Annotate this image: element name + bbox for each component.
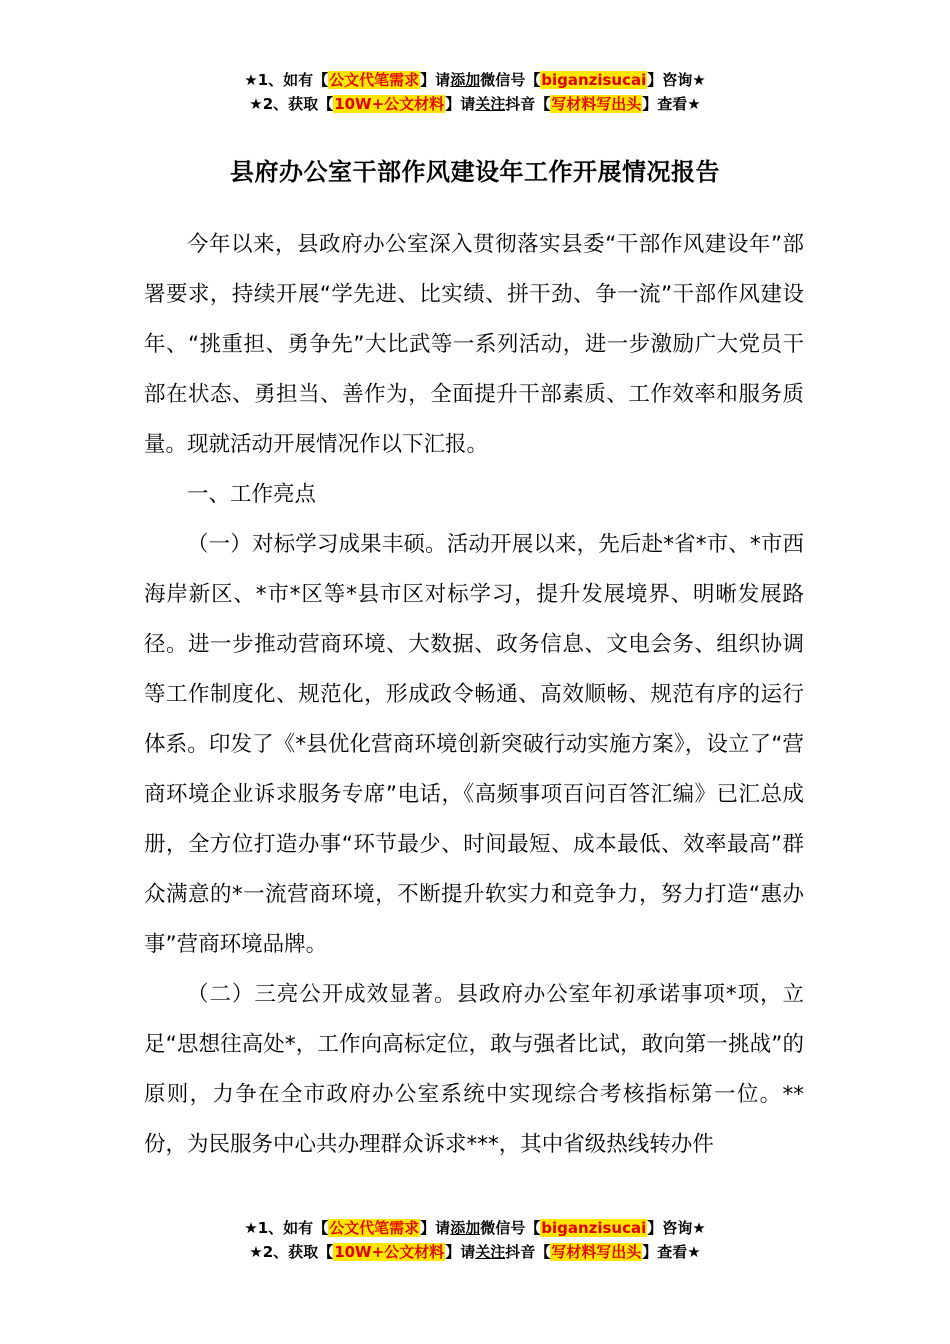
highlight-wechat-id: biganzisucai [541, 71, 647, 89]
promo-line-1: ★1、如有【公文代笔需求】请添加微信号【biganzisucai】咨询★ [244, 1219, 706, 1237]
promo-line-2: ★2、获取【10W+公文材料】请关注抖音【写材料写出头】查看★ [249, 1243, 701, 1261]
promo-line-1: ★1、如有【公文代笔需求】请添加微信号【biganzisucai】咨询★ [244, 71, 706, 89]
highlight-service: 公文代笔需求 [329, 71, 420, 89]
promo-banner-bottom [0, 1216, 950, 1264]
promo-banner-top [0, 68, 950, 116]
paragraph-item-1: （一）对标学习成果丰硕。活动开展以来，先后赴*省*市、*市西海岸新区、*市*区等*县市区对标学习，提升发展境界、明晰发展路径。进一步推动营商环境、大数据、政务信息、文电会务、组织协调等工作制度化、规范化，形成政令畅通、高效顺畅、规范有序的运行体系。印发了《*县优化营商环境创新突破行动实施方案》，设立了“营商环境企业诉求服务专席”电话，《高频事项百问百答汇编》已汇总成册，全方位打造办事“环节最少、时间最短、成本最低、效率最高”群众满意的*一流营商环境，不断提升软实力和竞争力，努力打造“惠办事”营商环境品牌。 [144, 532, 804, 957]
highlight-wechat-id: biganzisucai [541, 1219, 647, 1237]
paragraph-item-2: （二）三亮公开成效显著。县政府办公室年初承诺事项*项，立足“思想往高处*，工作向高标定位，敢与强者比试，敢向第一挑战”的原则，力争在全市政府办公室系统中实现综合考核指标第一位。**份，为民服务中心共办理群众诉求***，其中省级热线转办件 [144, 982, 804, 1157]
highlight-materials: 10W+公文材料 [334, 95, 445, 113]
document-title: 县府办公室干部作风建设年工作开展情况报告 [230, 158, 720, 186]
promo-line-2: ★2、获取【10W+公文材料】请关注抖音【写材料写出头】查看★ [249, 95, 701, 113]
highlight-service: 公文代笔需求 [329, 1219, 420, 1237]
highlight-douyin-id: 写材料写出头 [551, 95, 642, 113]
paragraph-intro: 今年以来，县政府办公室深入贯彻落实县委“干部作风建设年”部署要求，持续开展“学先进、比实绩、拼干劲、争一流”干部作风建设年、“挑重担、勇争先”大比武等一系列活动，进一步激励广大党员干部在状态、勇担当、善作为，全面提升干部素质、工作效率和服务质量。现就活动开展情况作以下汇报。 [144, 232, 804, 457]
section-heading: 一、工作亮点 [187, 482, 317, 507]
highlight-materials: 10W+公文材料 [334, 1243, 445, 1261]
document-body [144, 220, 804, 1170]
highlight-douyin-id: 写材料写出头 [551, 1243, 642, 1261]
